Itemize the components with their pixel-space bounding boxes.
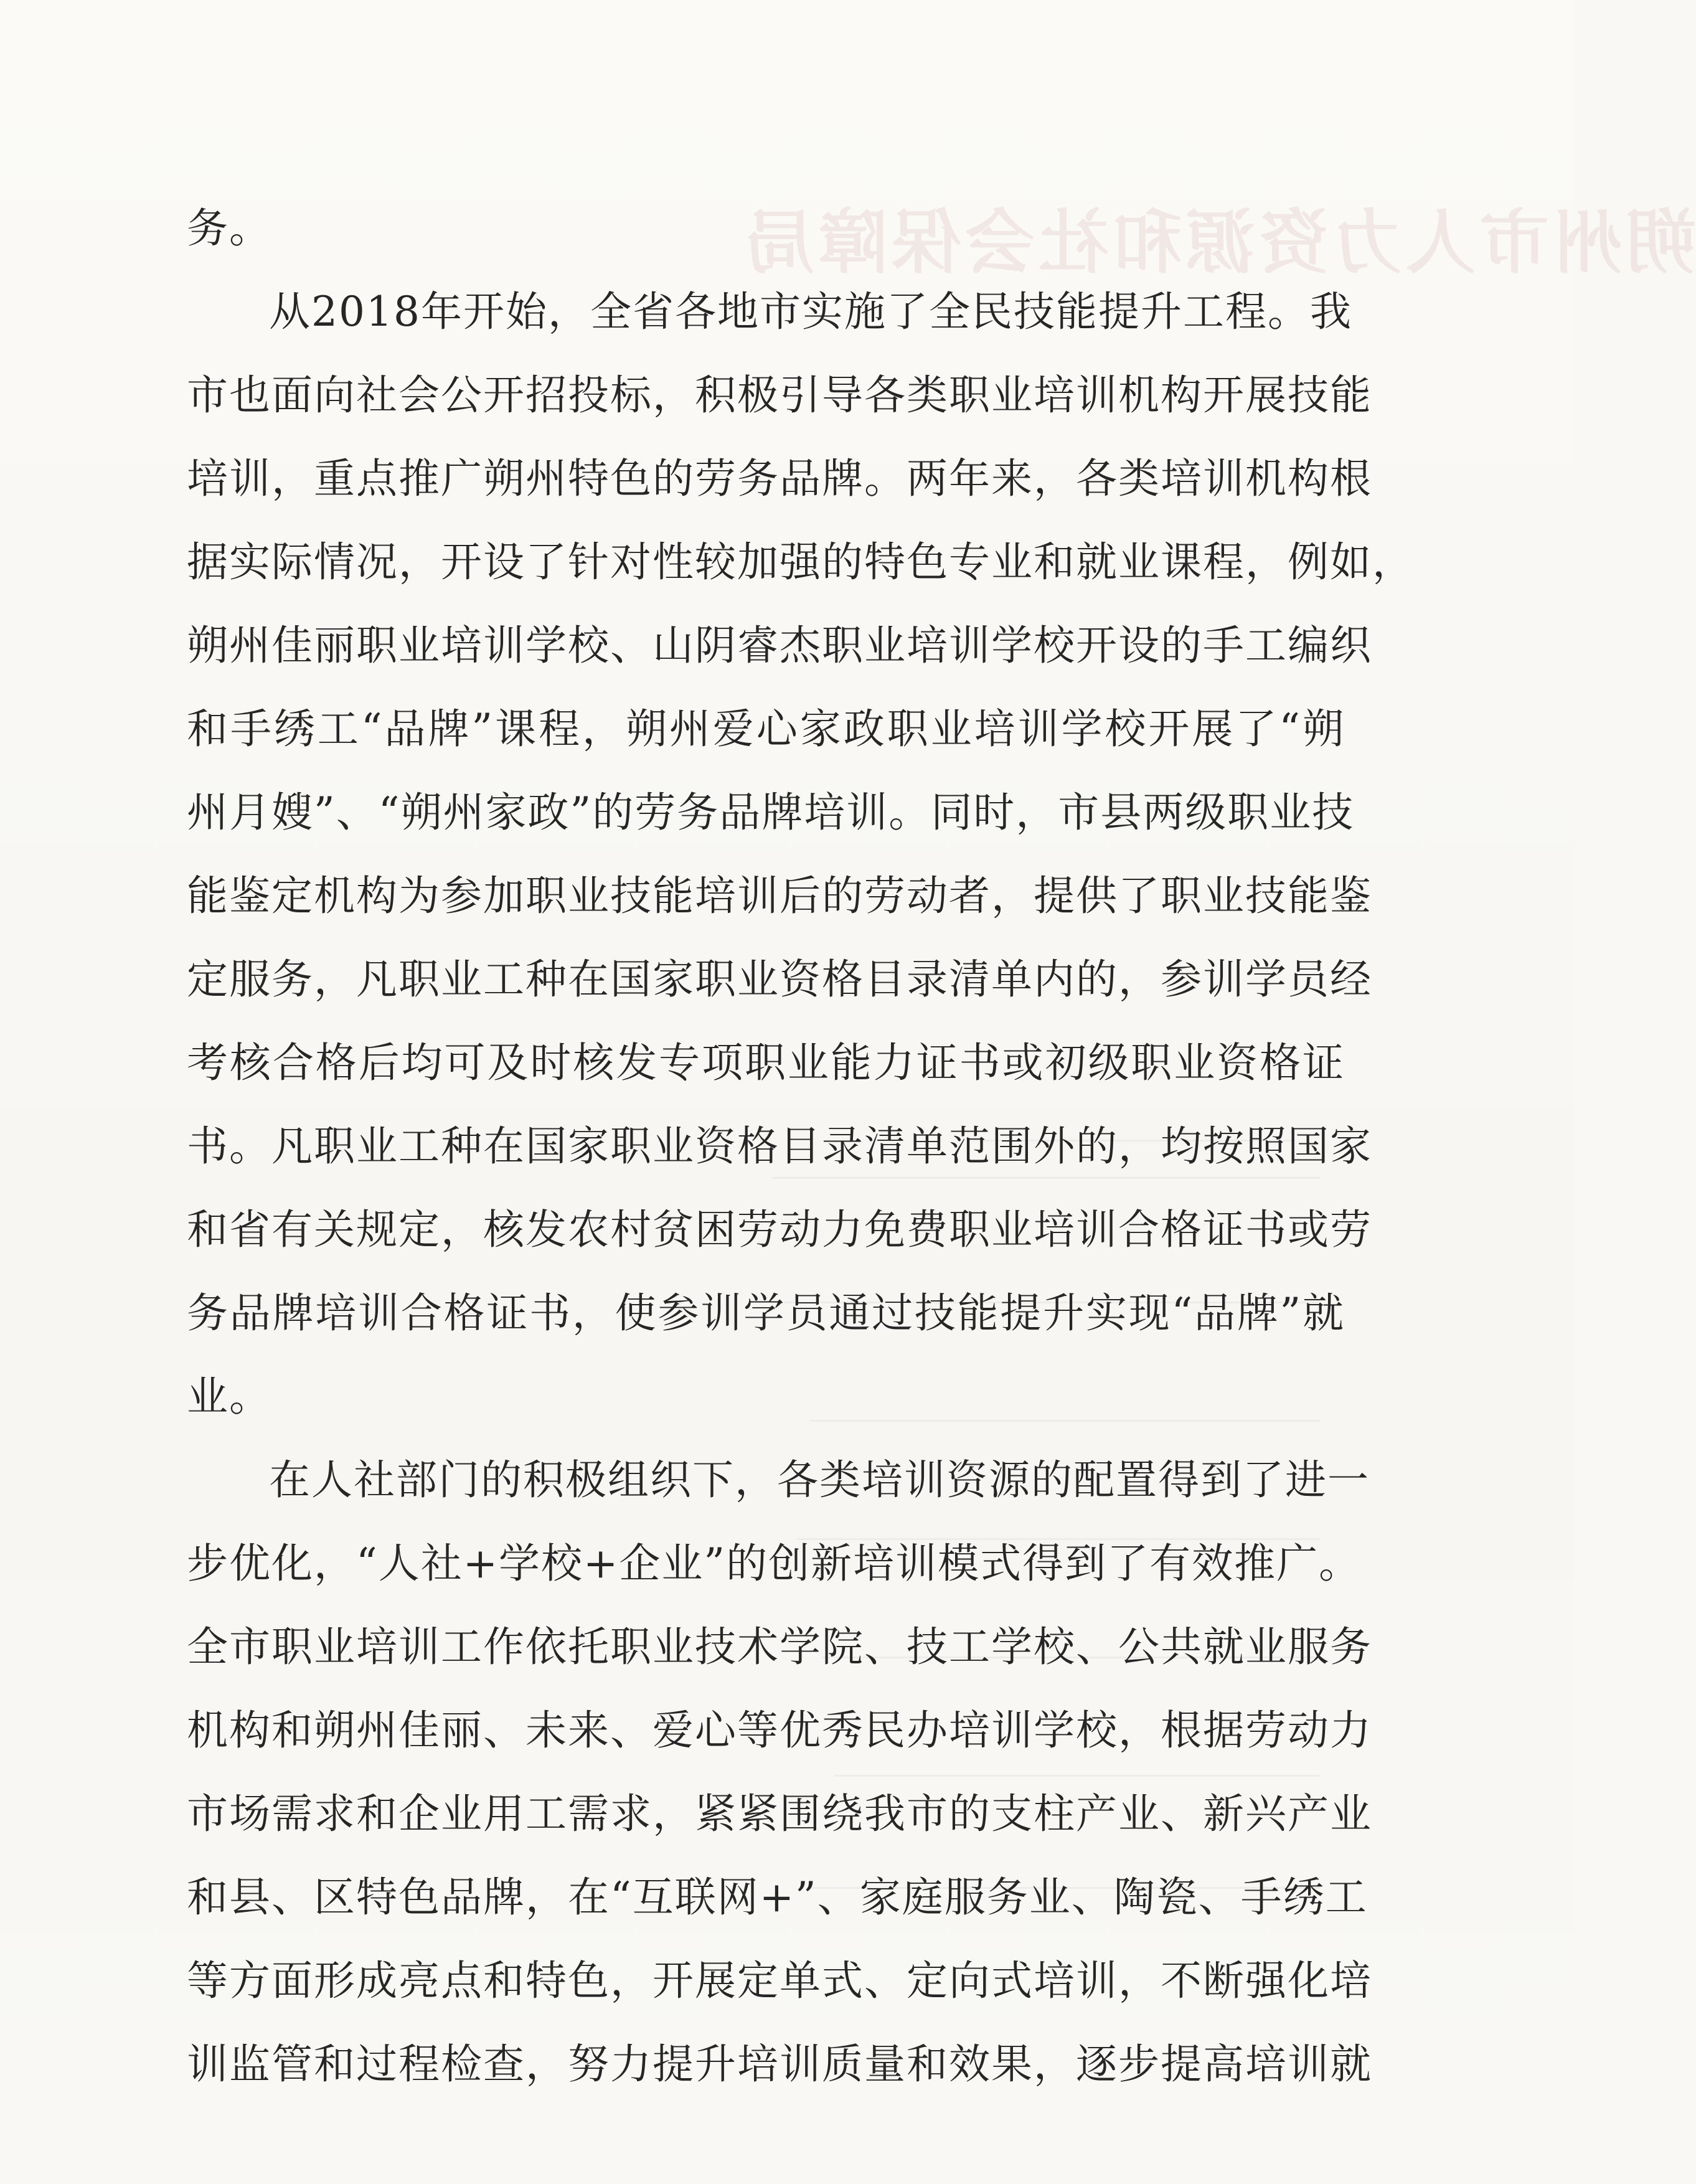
text-line: 务品牌培训合格证书，使参训学员通过技能提升实现“品牌”就 [187,1289,1345,1337]
text-line: 考核合格后均可及时核发专项职业能力证书或初级职业资格证 [187,1039,1345,1087]
paragraph-2 [187,270,1415,1439]
text-line: 州月嫂”、“朔州家政”的劳务品牌培训。同时，市县两级职业技 [187,788,1355,836]
text-line: 务。 [187,204,271,252]
paragraph-1 [187,187,1345,270]
text-line: 训监管和过程检查，努力提升培训质量和效果，逐步提高培训就 [187,2040,1372,2088]
text-line: 步优化，“人社+学校+企业”的创新培训模式得到了有效推广。 [187,1539,1362,1587]
text-line: 能鉴定机构为参加职业技能培训后的劳动者，提供了职业技能鉴 [187,872,1372,920]
text-line: 市也面向社会公开招投标，积极引导各类职业培训机构开展技能 [187,371,1372,419]
text-line: 和县、区特色品牌，在“互联网+”、家庭服务业、陶瓷、手绣工 [187,1873,1368,1921]
text-line: 定服务，凡职业工种在国家职业资格目录清单内的，参训学员经 [187,955,1372,1003]
text-line: 朔州佳丽职业培训学校、山阴睿杰职业培训学校开设的手工编织 [187,622,1372,669]
paragraph-3 [187,1439,1372,2106]
body-text [187,187,1415,2106]
text-line: 培训，重点推广朔州特色的劳务品牌。两年来，各类培训机构根 [187,455,1372,503]
text-line: 在人社部门的积极组织下，各类培训资源的配置得到了进一 [269,1456,1370,1504]
text-line: 和省有关规定，核发农村贫困劳动力免费职业培训合格证书或劳 [187,1206,1372,1254]
text-line: 全市职业培训工作依托职业技术学院、技工学校、公共就业服务 [187,1623,1372,1671]
text-line: 市场需求和企业用工需求，紧紧围绕我市的支柱产业、新兴产业 [187,1790,1372,1838]
text-line: 等方面形成亮点和特色，开展定单式、定向式培训，不断强化培 [187,1957,1372,2005]
text-line: 书。凡职业工种在国家职业资格目录清单范围外的，均按照国家 [187,1122,1372,1170]
text-line: 业。 [187,1373,271,1421]
text-line: 机构和朔州佳丽、未来、爱心等优秀民办培训学校，根据劳动力 [187,1706,1372,1754]
text-line: 据实际情况，开设了针对性较加强的特色专业和就业课程，例如， [187,538,1415,586]
text-line: 从2018年开始，全省各地市实施了全民技能提升工程。我 [269,288,1352,336]
reverse-side-title: 朔州市人力资源和社会保障局 [741,202,1696,283]
text-line: 和手绣工“品牌”课程，朔州爱心家政职业培训学校开展了“朔 [187,705,1345,753]
